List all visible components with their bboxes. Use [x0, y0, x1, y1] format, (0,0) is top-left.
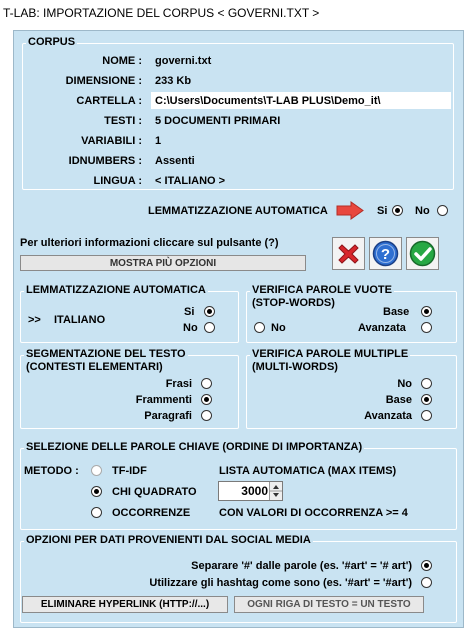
method-occurrences-radio[interactable]: [91, 507, 102, 518]
stopwords-no-label: No: [271, 322, 286, 334]
stopwords-advanced-label: Avanzata: [358, 322, 406, 334]
language-value: < ITALIANO >: [155, 175, 226, 187]
stopwords-advanced-radio[interactable]: [421, 322, 432, 333]
lemmatization-yes-radio[interactable]: [392, 205, 403, 216]
lemmatization-label: LEMMATIZZAZIONE AUTOMATICA: [148, 205, 328, 217]
lemmatization-no-radio[interactable]: [437, 205, 448, 216]
lemmatization-yes-label: Si: [377, 205, 388, 217]
lemma-group-label: LEMMATIZZAZIONE AUTOMATICA: [26, 284, 206, 296]
segmentation-sentences-radio[interactable]: [201, 378, 212, 389]
lemmatization-no-label: No: [415, 205, 430, 217]
max-items-spinner[interactable]: [269, 482, 282, 500]
spinner-arrows-icon: [270, 482, 282, 500]
corpus-group-label: CORPUS: [28, 36, 76, 48]
lemma-language: ITALIANO: [54, 314, 106, 326]
multiwords-base-label: Base: [385, 394, 412, 406]
lemma-group: [20, 291, 239, 343]
remove-hyperlink-button[interactable]: ELIMINARE HYPERLINK (HTTP://...): [22, 596, 228, 613]
multiwords-advanced-label: Avanzata: [364, 410, 412, 422]
name-value: governi.txt: [155, 55, 212, 67]
method-occurrences-label: OCCORRENZE: [112, 507, 191, 519]
variables-label: VARIABILI :: [81, 135, 142, 147]
lemma-no-label: No: [183, 322, 198, 334]
line-per-text-button[interactable]: OGNI RIGA DI TESTO = UN TESTO: [234, 596, 424, 613]
arrow-right-icon: [336, 201, 364, 220]
social-group-label: OPZIONI PER DATI PROVENIENTI DAL SOCIAL MEDIA: [26, 534, 311, 546]
folder-label: CARTELLA :: [76, 95, 142, 107]
language-label: LINGUA :: [93, 175, 142, 187]
method-label: METODO :: [24, 465, 79, 477]
social-option-asis-radio[interactable]: [421, 577, 432, 588]
ok-icon: [407, 238, 438, 269]
info-text: Per ulteriori informazioni cliccare sul pulsante (?): [20, 237, 279, 249]
idnumbers-label: IDNUMBERS :: [68, 155, 142, 167]
multiwords-no-label: No: [397, 378, 412, 390]
method-chisquare-label: CHI QUADRATO: [112, 486, 197, 498]
max-items-input[interactable]: [218, 481, 283, 501]
method-chisquare-radio[interactable]: [91, 486, 102, 497]
svg-text:?: ?: [380, 246, 391, 263]
segmentation-fragments-label: Frammenti: [135, 394, 192, 406]
multiwords-group-label: VERIFICA PAROLE MULTIPLE: [252, 348, 409, 360]
stopwords-group-label: VERIFICA PAROLE VUOTE: [252, 284, 392, 296]
keywords-group-label: SELEZIONE DELLE PAROLE CHIAVE (ORDINE DI IMPORTANZA): [26, 441, 363, 453]
multiwords-base-radio[interactable]: [421, 394, 432, 405]
folder-value: C:\Users\Documents\T-LAB PLUS\Demo_it\: [155, 95, 381, 107]
auto-list-label: LISTA AUTOMATICA (MAX ITEMS): [219, 465, 397, 477]
multiwords-no-radio[interactable]: [421, 378, 432, 389]
cancel-button[interactable]: [332, 237, 365, 270]
stopwords-sublabel: (STOP-WORDS): [252, 297, 335, 309]
segmentation-group-label: SEGMENTAZIONE DEL TESTO: [26, 348, 186, 360]
idnumbers-value: Assenti: [155, 155, 195, 167]
lemma-yes-label: Si: [184, 306, 195, 318]
multiwords-advanced-radio[interactable]: [421, 410, 432, 421]
segmentation-paragraphs-radio[interactable]: [201, 410, 212, 421]
multiwords-sublabel: (MULTI-WORDS): [252, 361, 338, 373]
social-option-separate-label: Separare '#' dalle parole (es. '#art' = '# art'): [191, 560, 412, 572]
import-dialog: [13, 30, 464, 628]
social-option-asis-label: Utilizzare gli hashtag come sono (es. '#art' = '#art'): [149, 577, 412, 589]
max-items-value: 3000: [241, 484, 268, 498]
more-options-button[interactable]: MOSTRA PIÙ OPZIONI: [20, 255, 306, 271]
stopwords-base-label: Base: [383, 306, 410, 318]
help-icon: [370, 238, 401, 269]
name-label: NOME :: [102, 55, 142, 67]
texts-value: 5 DOCUMENTI PRIMARI: [155, 115, 281, 127]
stopwords-no-radio[interactable]: [254, 322, 265, 333]
variables-value: 1: [155, 135, 162, 147]
occurrence-threshold-label: CON VALORI DI OCCORRENZA >= 4: [219, 507, 408, 519]
help-button[interactable]: [369, 237, 402, 270]
ok-button[interactable]: [406, 237, 439, 270]
social-option-separate-radio[interactable]: [421, 560, 432, 571]
lemma-yes-radio[interactable]: [204, 306, 215, 317]
stopwords-base-radio[interactable]: [421, 306, 432, 317]
segmentation-sublabel: (CONTESTI ELEMENTARI): [26, 361, 163, 373]
lemma-arrow-text: >>: [28, 314, 41, 326]
window-title: T-LAB: IMPORTAZIONE DEL CORPUS < GOVERNI.TXT >: [3, 6, 320, 20]
size-value: 233 Kb: [155, 75, 192, 87]
texts-label: TESTI :: [104, 115, 142, 127]
method-tfidf-radio[interactable]: [91, 465, 102, 476]
segmentation-paragraphs-label: Paragrafi: [144, 410, 192, 422]
cancel-icon: [333, 238, 364, 269]
method-tfidf-label: TF-IDF: [112, 465, 147, 477]
segmentation-fragments-radio[interactable]: [201, 394, 212, 405]
segmentation-sentences-label: Frasi: [165, 378, 192, 390]
lemma-no-radio[interactable]: [204, 322, 215, 333]
size-label: DIMENSIONE :: [65, 75, 142, 87]
